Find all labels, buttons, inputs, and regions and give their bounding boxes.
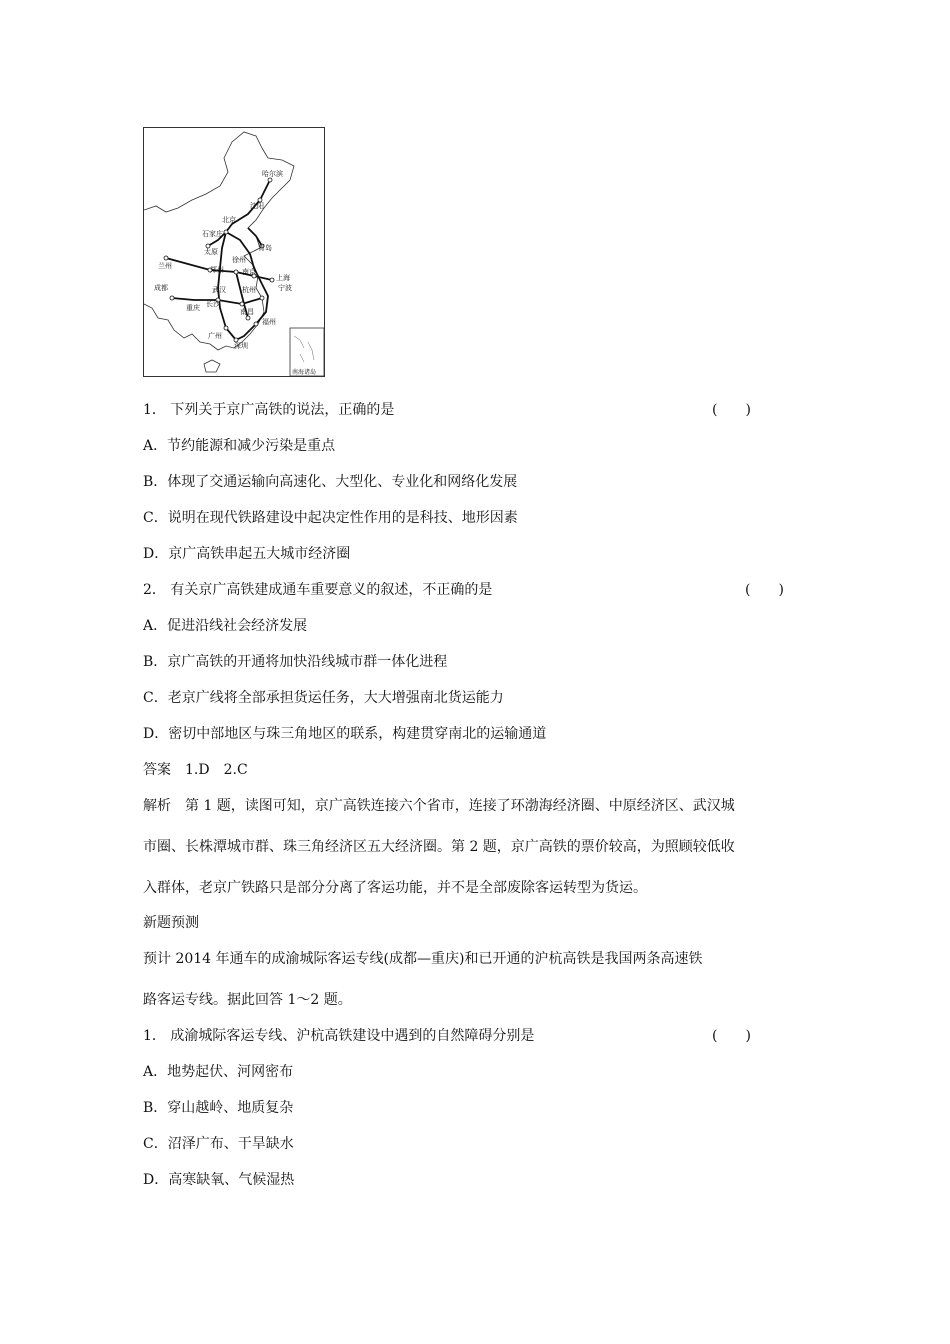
railway-map: [143, 127, 325, 377]
analysis-line-3: 入群体，老京广铁路只是部分分离了客运功能，并不是全部废除客运转型为货运。: [143, 880, 647, 896]
city-shanghai: 上海: [276, 274, 290, 282]
city-fuzhou: 福州: [262, 318, 276, 326]
city-chengdu: 成都: [154, 284, 168, 292]
city-wuhan: 武汉: [212, 286, 226, 294]
city-harbin: 哈尔滨: [262, 170, 283, 178]
q2-option-a: A．促进沿线社会经济发展: [143, 618, 308, 634]
city-zhengzhou: 郑州: [210, 266, 224, 274]
city-xuzhou: 徐州: [232, 256, 246, 264]
section-title: 新题预测: [143, 915, 199, 931]
city-changsha: 长沙: [206, 300, 220, 308]
nq1-option-a: A．地势起伏、河网密布: [143, 1064, 294, 1080]
city-nanjing: 南京: [242, 268, 256, 276]
q1-option-c: C．说明在现代铁路建设中起决定性作用的是科技、地形因素: [143, 510, 518, 526]
inset-label: 南海诸岛: [292, 369, 317, 376]
city-qingdao: 青岛: [258, 244, 272, 252]
q1-option-b: B．体现了交通运输向高速化、大型化、专业化和网络化发展: [143, 474, 518, 490]
city-taiyuan: 太原: [204, 248, 218, 256]
nq1-stem: 1． 成渝城际客运专线、沪杭高铁建设中遇到的自然障碍分别是: [143, 1028, 535, 1044]
q1-stem: 1． 下列关于京广高铁的说法，正确的是: [143, 402, 395, 418]
nq1-answer-blank: ( ): [712, 1028, 751, 1044]
analysis-line-1: 解析 第 1 题，读图可知，京广高铁连接六个省市，连接了环渤海经济圈、中原经济区、武汉城: [143, 798, 735, 814]
city-nanchang: 南昌: [240, 308, 254, 316]
nq1-option-d: D．高寒缺氧、气候湿热: [143, 1172, 295, 1188]
hainan-island: [204, 360, 220, 372]
nq1-option-c: C．沼泽广布、干旱缺水: [143, 1136, 294, 1152]
map-drawing: [144, 128, 325, 377]
q1-option-a: A．节约能源和减少污染是重点: [143, 438, 336, 454]
city-ningbo: 宁波: [278, 284, 292, 292]
q2-stem: 2． 有关京广高铁建成通车重要意义的叙述，不正确的是: [143, 582, 493, 598]
city-hangzhou: 杭州: [242, 286, 256, 294]
q2-option-c: C．老京广线将全部承担货运任务，大大增强南北货运能力: [143, 690, 504, 706]
q1-option-d: D．京广高铁串起五大城市经济圈: [143, 546, 351, 562]
nq1-option-b: B．穿山越岭、地质复杂: [143, 1100, 294, 1116]
city-lanzhou: 兰州: [158, 262, 172, 270]
q2-answer-blank: ( ): [745, 582, 784, 598]
city-shenzhen: 深圳: [234, 342, 248, 350]
analysis-line-2: 市圈、长株潭城市群、珠三角经济区五大经济圈。第 2 题，京广高铁的票价较高，为照顾较低收: [143, 839, 735, 855]
section-intro-2: 路客运专线。据此回答 1～2 题。: [143, 992, 352, 1008]
answer-line: 答案 1.D 2.C: [143, 762, 248, 778]
q1-answer-blank: ( ): [712, 402, 751, 418]
section-intro-1: 预计 2014 年通车的成渝城际客运专线(成都—重庆)和已开通的沪杭高铁是我国两条高速铁: [143, 951, 703, 967]
city-shenyang: 沈阳: [250, 202, 264, 210]
city-chongqing: 重庆: [186, 304, 200, 312]
q2-option-d: D．密切中部地区与珠三角地区的联系，构建贯穿南北的运输通道: [143, 726, 547, 742]
city-guangzhou: 广州: [208, 332, 222, 340]
q2-option-b: B．京广高铁的开通将加快沿线城市群一体化进程: [143, 654, 448, 670]
city-shijiazhuang: 石家庄: [202, 230, 223, 238]
city-beijing: 北京: [222, 216, 236, 224]
